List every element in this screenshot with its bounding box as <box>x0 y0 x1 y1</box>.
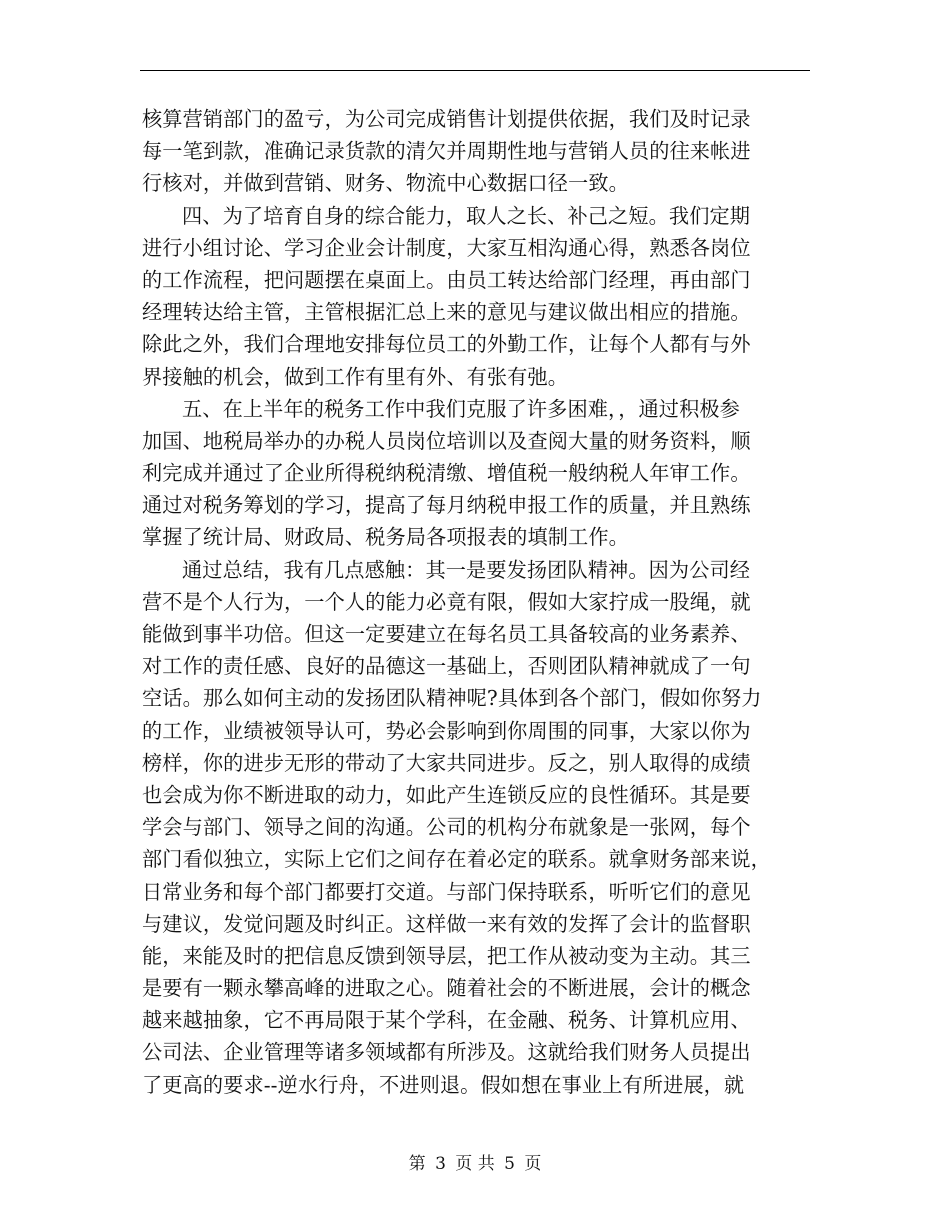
text-line: 通过总结，我有几点感触：其一是要发扬团队精神。因为公司经 <box>182 557 751 582</box>
text-line: 除此之外，我们合理地安排每位员工的外勤工作，让每个人都有与外 <box>142 332 751 357</box>
footer-suffix: 页 <box>524 1154 542 1174</box>
footer-total-pages: 5 <box>504 1154 515 1174</box>
text-line: 每一笔到款，准确记录货款的清欠并周期性地与营销人员的往来帐进 <box>142 139 751 164</box>
text-line: 能做到事半功倍。但这一定要建立在每名员工具备较高的业务素养、 <box>142 622 751 646</box>
text-line: 的工作，业绩被领导认可，势必会影响到你周围的同事，大家以你为 <box>142 718 751 743</box>
text-line: 进行小组讨论、学习企业会计制度，大家互相沟通心得，熟悉各岗位 <box>142 235 751 260</box>
footer-middle: 页 共 <box>455 1154 495 1174</box>
text-line: 公司法、企业管理等诸多领域都有所涉及。这就给我们财务人员提出 <box>142 1040 751 1065</box>
text-line: 越来越抽象，它不再局限于某个学科，在金融、税务、计算机应用、 <box>142 1008 751 1033</box>
text-line: 利完成并通过了企业所得税纳税清缴、增值税一般纳税人年审工作。 <box>142 461 751 486</box>
page-footer <box>0 1153 950 1175</box>
text-line: 也会成为你不断进取的动力，如此产生连锁反应的良性循环。其是要 <box>142 782 751 807</box>
text-line: 与建议，发觉问题及时纠正。这样做一来有效的发挥了会计的监督职 <box>142 911 751 936</box>
document-body <box>142 103 808 1101</box>
text-line: 界接触的机会，做到工作有里有外、有张有弛。 <box>142 364 569 389</box>
text-line: 对工作的责任感、良好的品德这一基础上，否则团队精神就成了一句 <box>142 654 751 679</box>
text-line: 核算营销部门的盈亏，为公司完成销售计划提供依据，我们及时记录 <box>142 107 751 131</box>
text-line: 的工作流程，把问题摆在桌面上。由员工转达给部门经理，再由部门 <box>142 267 751 292</box>
text-line: 部门看似独立，实际上它们之间存在着必定的联系。就拿财务部来说， <box>142 847 771 872</box>
text-line: 榜样，你的进步无形的带动了大家共同进步。反之，别人取得的成绩 <box>142 750 751 775</box>
text-line: 五、在上半年的税务工作中我们克服了许多困难，，通过积极参 <box>182 396 740 421</box>
text-line: 是要有一颗永攀高峰的进取之心。随着社会的不断进展，会计的概念 <box>142 976 751 1001</box>
text-line: 经理转达给主管，主管根据汇总上来的意见与建议做出相应的措施。 <box>142 300 751 325</box>
text-line: 行核对，并做到营销、财务、物流中心数据口径一致。 <box>142 171 629 196</box>
footer-current-page: 3 <box>435 1154 446 1174</box>
text-line: 通过对税务筹划的学习，提高了每月纳税申报工作的质量，并且熟练 <box>142 493 751 518</box>
text-line: 日常业务和每个部门都要打交道。与部门保持联系，听听它们的意见 <box>142 879 751 904</box>
header-rule <box>140 70 810 71</box>
text-line: 能，来能及时的把信息反馈到领导层，把工作从被动变为主动。其三 <box>142 943 751 968</box>
text-line: 空话。那么如何主动的发扬团队精神呢?具体到各个部门，假如你努力 <box>142 686 762 711</box>
text-line: 加国、地税局举办的办税人员岗位培训以及查阅大量的财务资料，顺 <box>142 428 751 453</box>
text-line: 掌握了统计局、财政局、税务局各项报表的填制工作。 <box>142 525 629 550</box>
text-line: 四、为了培育自身的综合能力，取人之长、补己之短。我们定期 <box>182 203 751 228</box>
text-line: 了更高的要求--逆水行舟，不进则退。假如想在事业上有所进展，就 <box>142 1072 745 1097</box>
text-line: 营不是个人行为，一个人的能力必竟有限，假如大家拧成一股绳，就 <box>142 589 751 614</box>
text-line: 学会与部门、领导之间的沟通。公司的机构分布就象是一张网，每个 <box>142 815 751 840</box>
footer-prefix: 第 <box>408 1154 426 1174</box>
